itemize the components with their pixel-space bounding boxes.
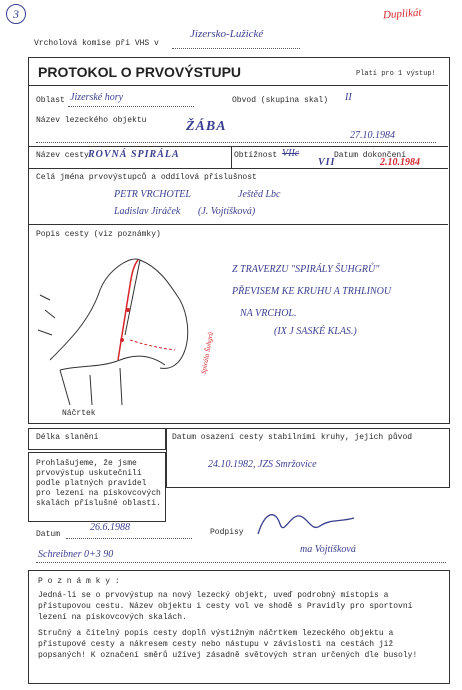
- signatures-label: Podpisy: [210, 528, 244, 537]
- description-label: Popis cesty (viz poznámky): [36, 230, 161, 239]
- traverse-line: [130, 340, 175, 350]
- anchors-value: 24.10.1982, JZS Smržovice: [208, 459, 317, 470]
- description-line-1: Z TRAVERZU "SPIRÁLY ŠUHGRŮ": [232, 264, 380, 275]
- notes-title: P o z n á m k y :: [38, 577, 120, 586]
- sketch-label: Náčrtek: [62, 409, 96, 418]
- notes-paragraph-2: Stručný a čitelný popis cesty doplň výstižným náčrtkem lezeckého objektu a přístupové cesty a nákresem cesty nebo nástupu v závislosti na cestách již popsaných! K označení směrů užívej zásadně světových stran určených dle busoly!: [38, 629, 418, 660]
- area-value: Jizerské hory: [70, 92, 124, 103]
- description-line-3: NA VRCHOL.: [240, 308, 297, 319]
- signature-second: ma Vojtíšková: [300, 544, 356, 555]
- climber2-note: (J. Vojtíšková): [198, 206, 256, 217]
- area-label: Oblast: [36, 96, 65, 105]
- description-line-4: (IX J SASKÉ KLAS.): [274, 326, 357, 337]
- climber1-name: PETR VRCHOTEL: [114, 189, 191, 200]
- object-value: ŽÁBA: [186, 119, 227, 134]
- page-number: 3: [6, 4, 26, 24]
- notes-box: [28, 570, 450, 684]
- climbers-label: Celá jména prvovýstupců a oddílová příslušnost: [36, 173, 257, 182]
- date-value: 26.6.1988: [90, 522, 130, 533]
- committee-label: Vrcholová komise při VHS v: [34, 39, 159, 48]
- notes-paragraph-1: Jedná-li se o prvovýstup na nový lezecký objekt, uveď podrobný místopis a přístupovou cestu. Název objektu i cesty vol ve shodě s Pravidly pro sportovní lezení na pískovcových skalách.: [38, 591, 413, 622]
- committee-value: Jizersko-Lužické: [190, 28, 264, 40]
- route-value: ROVNÁ SPIRÁLA: [88, 149, 180, 160]
- object-label: Název lezeckého objektu: [36, 116, 147, 125]
- form-validity-note: Platí pro 1 výstup!: [356, 70, 436, 78]
- description-line-2: PŘEVISEM KE KRUHU A TRHLINOU: [232, 286, 392, 297]
- sketch-tag: Spirála Šuhgrů: [199, 331, 215, 375]
- difficulty-value: VII: [318, 157, 336, 168]
- route-sketch: [30, 240, 230, 415]
- district-value: II: [345, 92, 352, 103]
- signature-scribble: [250, 504, 360, 544]
- form-title: PROTOKOL O PRVOVÝSTUPU: [38, 64, 242, 80]
- anchors-label: Datum osazení cesty stabilními kruhy, jejich původ: [172, 433, 413, 442]
- declaration-text: Prohlašujeme, že jsme prvovýstup uskutečnili podle platných pravidel pro lezení na pískovcových skalách příslušné oblasti.: [36, 459, 161, 508]
- date-label: Datum: [36, 530, 61, 539]
- climber-club: Ještěd Lbc: [238, 189, 281, 200]
- completion-label: Datum dokončení: [334, 151, 407, 160]
- completion-value: 2.10.1984: [380, 157, 420, 168]
- signature-names: Schreibner 0+3 90: [38, 549, 114, 560]
- difficulty-label: Obtížnost: [234, 151, 278, 160]
- rappel-label: Délka slanění: [36, 433, 99, 442]
- climber2-name: Ladislav Jiráček: [114, 206, 181, 217]
- difficulty-struck: VIIc: [282, 148, 300, 159]
- duplicate-stamp: Duplikát: [382, 6, 422, 22]
- district-label: Obvod (skupina skal): [232, 96, 329, 105]
- object-date: 27.10.1984: [350, 130, 395, 141]
- route-label: Název cesty: [36, 151, 89, 160]
